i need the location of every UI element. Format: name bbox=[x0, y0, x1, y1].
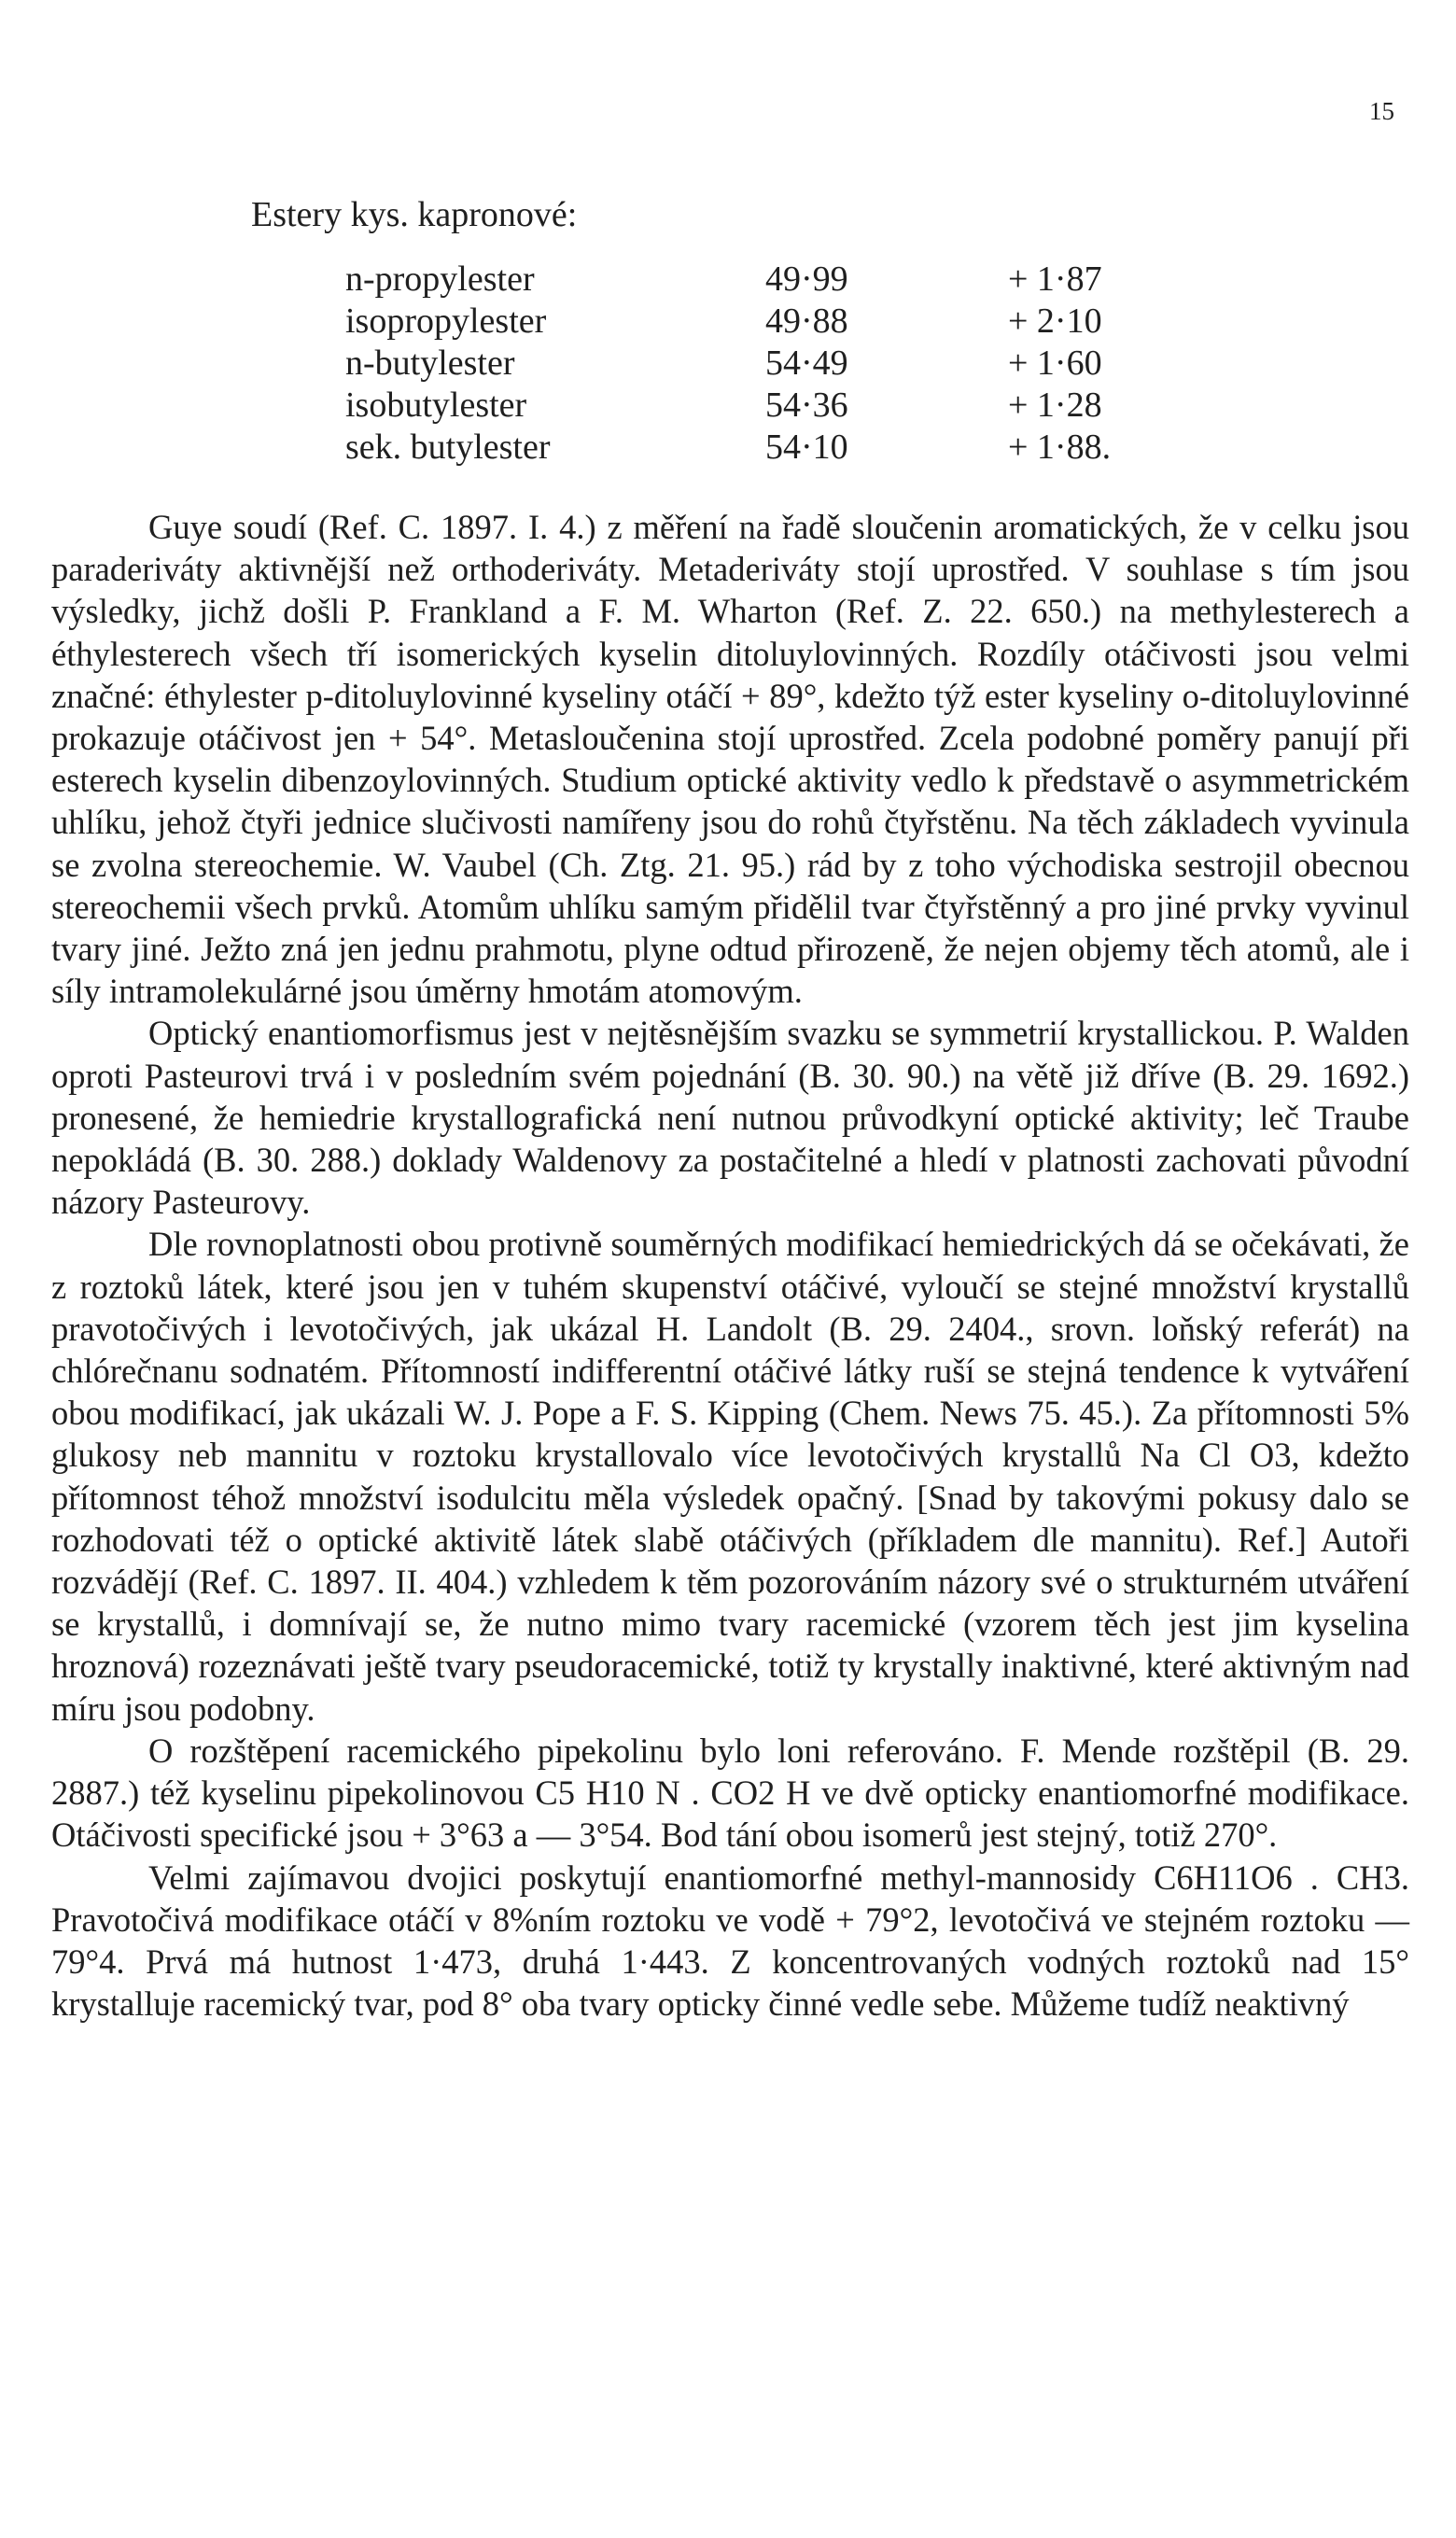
ester-name: n-propylester bbox=[345, 259, 535, 299]
ester-table bbox=[345, 259, 1241, 469]
ester-value: 49·99 bbox=[765, 259, 848, 299]
page-body bbox=[51, 191, 1409, 2025]
ester-name: n-butylester bbox=[345, 344, 515, 383]
ester-name: isobutylester bbox=[345, 386, 527, 425]
ester-name: isopropylester bbox=[345, 301, 547, 341]
paragraph-enantiomorfismus: Optický enantiomorfismus jest v nejtěsnějším svazku se symmetrií krystallickou. P. Walden oproti Pasteurovi trvá i v posledním svém pojednání (B. 30. 90.) na větě již dříve (B. 29. 1692.) pronesené, že hemiedrie krystallografická není nutnou průvodkyní optické aktivity; leč Traube nepokládá (B. 30. 288.) doklady Waldenovy za postačitelné a hledí v platnosti zachovati původní názory Pasteurovy. bbox=[51, 1014, 1409, 1222]
page-number: 15 bbox=[1369, 97, 1394, 125]
ester-change: + 2·10 bbox=[1008, 301, 1102, 341]
ester-value: 49·88 bbox=[765, 301, 848, 341]
table-row bbox=[345, 301, 1241, 343]
ester-value: 54·49 bbox=[765, 344, 848, 383]
ester-value: 54·36 bbox=[765, 386, 848, 425]
table-row bbox=[345, 343, 1241, 385]
ester-heading: Estery kys. kapronové: bbox=[251, 195, 578, 234]
paragraph-rovnoplatnost: Dle rovnoplatnosti obou protivně souměrných modifikací hemiedrických dá se očekávati, že z roztoků látek, které jsou jen v tuhém skupenství otáčivé, vyloučí se stejné množství krystallů pravotočivých i levotočivých, jak ukázal H. Landolt (B. 29. 2404., srovn. loňský referát) na chlórečnanu sodnatém. Přítomností indifferentní otáčivé látky ruší se stejná tendence k vytváření obou modifikací, jak ukázali W. J. Pope a F. S. Kipping (Chem. News 75. 45.). Za přítomnosti 5% glukosy neb mannitu v roztoku krystallovalo více levotočivých krystallů Na Cl O3, kdežto přítomnost téhož množství isodulcitu měla výsledek opačný. [Snad by takovými pokusy dalo se rozhodovati též o optické aktivitě látek slabě otáčivých (příkladem dle mannitu). Ref.] Autoři rozvádějí (Ref. C. 1897. II. 404.) vzhledem k těm pozorováním názory své o strukturném utváření se krystallů, i domnívají se, že nutno mimo tvary racemické (vzorem těch jest jim kyselina hroznová) rozeznávati ještě tvary pseudoracemické, totiž ty krystally inaktivné, které aktivným nad míru jsou podobny. bbox=[51, 1225, 1409, 1728]
ester-change: + 1·87 bbox=[1008, 259, 1102, 299]
paragraph-pipekolin: O rozštěpení racemického pipekolinu bylo loni referováno. F. Mende rozštěpil (B. 29. 2887.) též kyselinu pipekolinovou C5 H10 N . CO2 H ve dvě opticky enantiomorfné modifikace. Otáčivosti specifické jsou + 3°63 a — 3°54. Bod tání obou isomerů jest stejný, totiž 270°. bbox=[51, 1731, 1409, 1855]
ester-name: sek. butylester bbox=[345, 428, 551, 467]
paragraph-mannosidy: Velmi zajímavou dvojici poskytují enantiomorfné methyl-mannosidy C6H11O6 . CH3. Pravotočivá modifikace otáčí v 8%ním roztoku ve vodě + 79°2, levotočivá ve stejném roztoku — 79°4. Prvá má hutnost 1·473, druhá 1·443. Z koncentrovaných vodných roztoků nad 15° krystalluje racemický tvar, pod 8° oba tvary opticky činné vedle sebe. Můžeme tudíž neaktivný bbox=[51, 1858, 1409, 2024]
ester-change: + 1·28 bbox=[1008, 386, 1102, 425]
paragraph-guye: Guye soudí (Ref. C. 1897. I. 4.) z měření na řadě sloučenin aromatických, že v celku jsou paraderiváty aktivnější než orthoderiváty. Metaderiváty stojí uprostřed. V souhlase s tím jsou výsledky, jichž došli P. Frankland a F. M. Wharton (Ref. Z. 22. 650.) na methylesterech a éthylesterech všech tří isomerických kyselin ditoluylovinných. Rozdíly otáčivosti jsou velmi značné: éthylester p-ditoluylovinné kyseliny otáčí + 89°, kdežto týž ester kyseliny o-ditoluylovinné prokazuje otáčivost jen + 54°. Metasloučenina stojí uprostřed. Zcela podobné poměry panují při esterech kyselin dibenzoylovinných. Studium optické aktivity vedlo k představě o asymmetrickém uhlíku, jehož čtyři jednice slučivosti namířeny jsou do rohů čtyřstěnu. Na těch základech vyvinula se zvolna stereochemie. W. Vaubel (Ch. Ztg. 21. 95.) rád by z toho východiska sestrojil obecnou stereochemii všech prvků. Atomům uhlíku samým přidělil tvar čtyřstěnný a pro jiné prvky vyvinul tvary jiné. Ježto zná jen jednu prahmotu, plyne odtud přirozeně, že nejen objemy těch atomů, ale i síly intramolekulárné jsou úměrny hmotám atomovým. bbox=[51, 508, 1409, 1011]
table-row bbox=[345, 427, 1241, 469]
ester-change: + 1·60 bbox=[1008, 344, 1102, 383]
table-row bbox=[345, 259, 1241, 301]
table-row bbox=[345, 385, 1241, 427]
ester-change: + 1·88. bbox=[1008, 428, 1112, 467]
ester-value: 54·10 bbox=[765, 428, 848, 467]
